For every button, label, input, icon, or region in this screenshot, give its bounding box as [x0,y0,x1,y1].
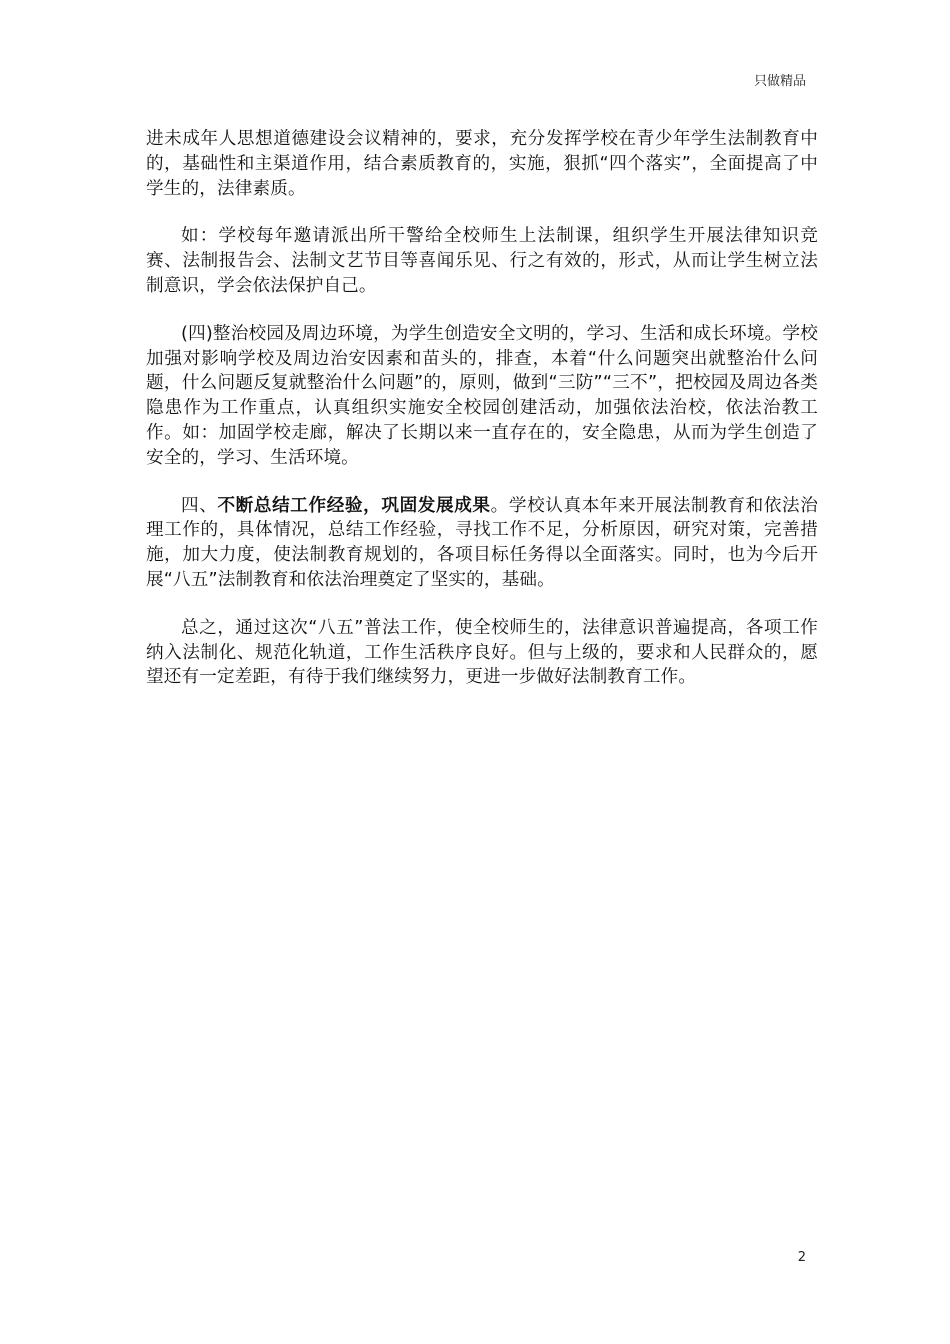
page-number: 2 [797,1250,806,1265]
page-header: 只做精品 [753,74,806,89]
paragraph-continuation: 进未成年人思想道德建设会议精神的，要求，充分发挥学校在青少年学生法制教育中的，基础性和主渠道作用，结合素质教育的，实施，狠抓“四个落实”，全面提高了中学生的，法律素质。 [146,129,818,199]
paragraph-summary-experience [146,494,818,593]
section-number: 四、 [181,495,218,516]
section-text: 。学校认真本年来开展法制教育和依法治理工作的，具体情况，总结工作经验，寻找工作不足，分析原因，研究对策，完善措施，加大力度，使法制教育规划的，各项目标任务得以全面落实。同时，也为今后开展“八五”法制教育和依法治理奠定了坚实的，基础。 [146,495,818,590]
paragraph-campus-environment: (四)整治校园及周边环境，为学生创造安全文明的，学习、生活和成长环境。学校加强对影响学校及周边治安因素和苗头的，排查，本着“什么问题突出就整治什么问题，什么问题反复就整治什么问题”的，原则，做到“三防”“三不”，把校园及周边各类隐患作为工作重点，认真组织实施安全校园创建活动，加强依法治校，依法治教工作。如：加固学校走廊，解决了长期以来一直存在的，安全隐患，从而为学生创造了安全的，学习、生活环境。 [146,323,818,468]
document-body [146,127,818,713]
section-heading: 不断总结工作经验，巩固发展成果 [217,495,491,516]
paragraph-example-law-classes: 如：学校每年邀请派出所干警给全校师生上法制课，组织学生开展法律知识竞赛、法制报告会、法制文艺节目等喜闻乐见、行之有效的，形式，从而让学生树立法制意识，学会依法保护自己。 [146,226,818,296]
paragraph-conclusion: 总之，通过这次“八五”普法工作，使全校师生的，法律意识普遍提高，各项工作纳入法制化、规范化轨道，工作生活秩序良好。但与上级的，要求和人民群众的，愿望还有一定差距，有待于我们继续努力，更进一步做好法制教育工作。 [146,617,818,688]
